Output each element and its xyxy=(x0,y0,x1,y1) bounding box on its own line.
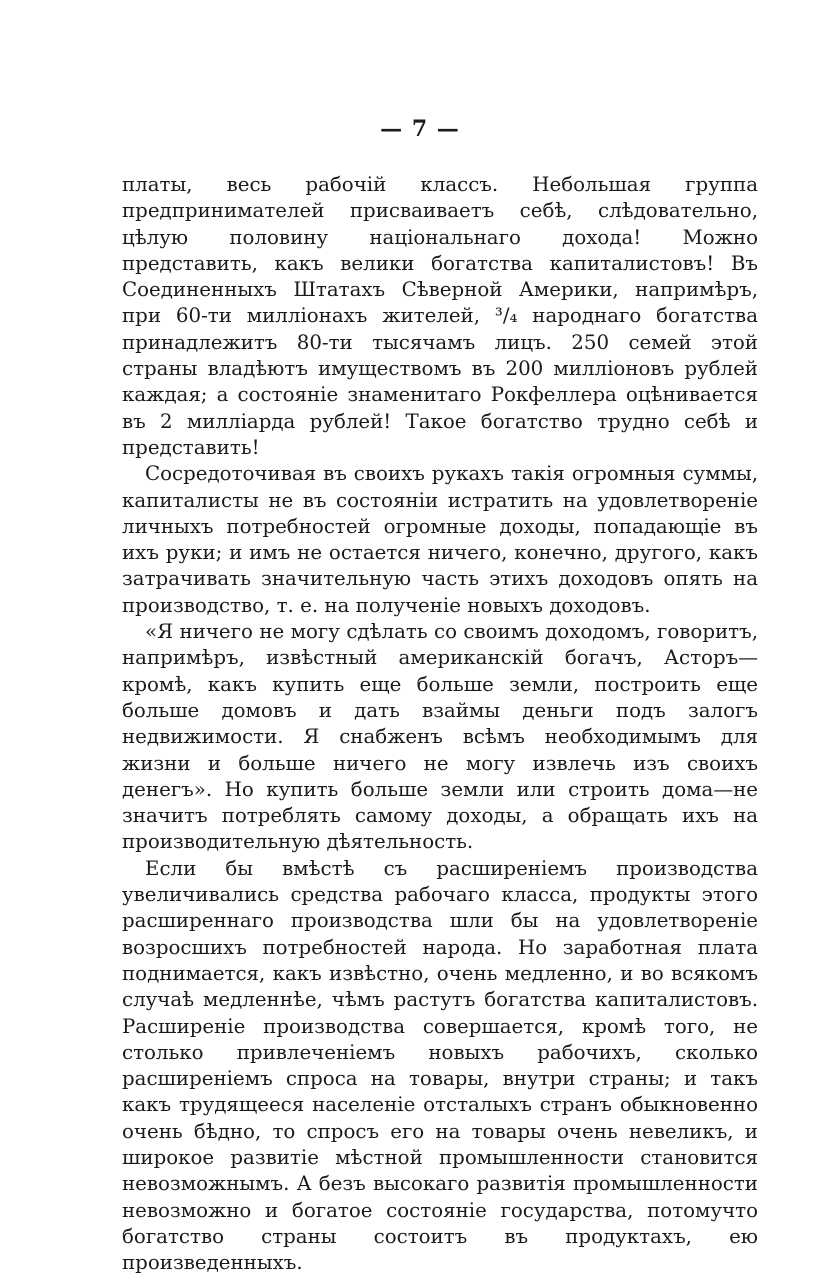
paragraph-2: Сосредоточивая въ своихъ рукахъ такія огромныя суммы, капиталисты не въ состояніи истратить на удовлетвореніе личныхъ потребностей огромные доходы, попадающіе въ ихъ руки; и имъ не остается ничего, конечно, другого, какъ затрачивать значительную часть этихъ доходовъ опять на производство, т. е. на полученіе новыхъ доходовъ. xyxy=(122,462,758,617)
paragraph-4: Если бы вмѣстѣ съ расширеніемъ производства увеличивались средства рабочаго класса, продукты этого расширеннаго производства шли бы на удовлетвореніе возросшихъ потребностей народа. Но заработная плата поднимается, какъ извѣстно, очень медленно, и во всякомъ случаѣ медленнѣе, чѣмъ растутъ богатства капиталистовъ. Расширеніе производства совершается, кромѣ того, не столько привлеченіемъ новыхъ рабочихъ, сколько расширеніемъ спроса на товары, внутри страны; и такъ какъ трудящееся населеніе отсталыхъ странъ обыкновенно очень бѣдно, то спросъ его на товары очень невеликъ, и широкое развитіе мѣстной промышленности становится невозможнымъ. А безъ высокаго развитія промышленности невозможно и богатое состояніе государства, потомучто богатство страны состоитъ въ продуктахъ, ею произведенныхъ. xyxy=(122,856,758,1275)
body-text xyxy=(122,172,758,1276)
page-number: — 7 — xyxy=(380,116,460,142)
paragraph-1: платы, весь рабочій классъ. Небольшая группа предпринимателей присваиваетъ себѣ, слѣдовательно, цѣлую половину національнаго дохода! Можно представить, какъ велики богатства капиталистовъ! Въ Соединенныхъ Штатахъ Сѣверной Америки, напримѣръ, при 60-ти милліонахъ жителей, ³/₄ народнаго богатства принадлежитъ 80-ти тысячамъ лицъ. 250 семей этой страны владѣютъ имуществомъ въ 200 милліоновъ рублей каждая; а состояніе знаменитаго Рокфеллера оцѣнивается въ 2 милліарда рублей! Такое богатство трудно себѣ и представить! xyxy=(122,173,758,459)
paragraph-3: «Я ничего не могу сдѣлать со своимъ доходомъ, говоритъ, напримѣръ, извѣстный американскій богачъ, Асторъ—кромѣ, какъ купить еще больше земли, построить еще больше домовъ и дать взаймы деньги подъ залогъ недвижимости. Я снабженъ всѣмъ необходимымъ для жизни и больше ничего не могу извлечь изъ своихъ денегъ». Но купить больше земли или строить дома—не значитъ потреблять самому доходы, а обращать ихъ на производительную дѣятельность. xyxy=(122,620,758,854)
